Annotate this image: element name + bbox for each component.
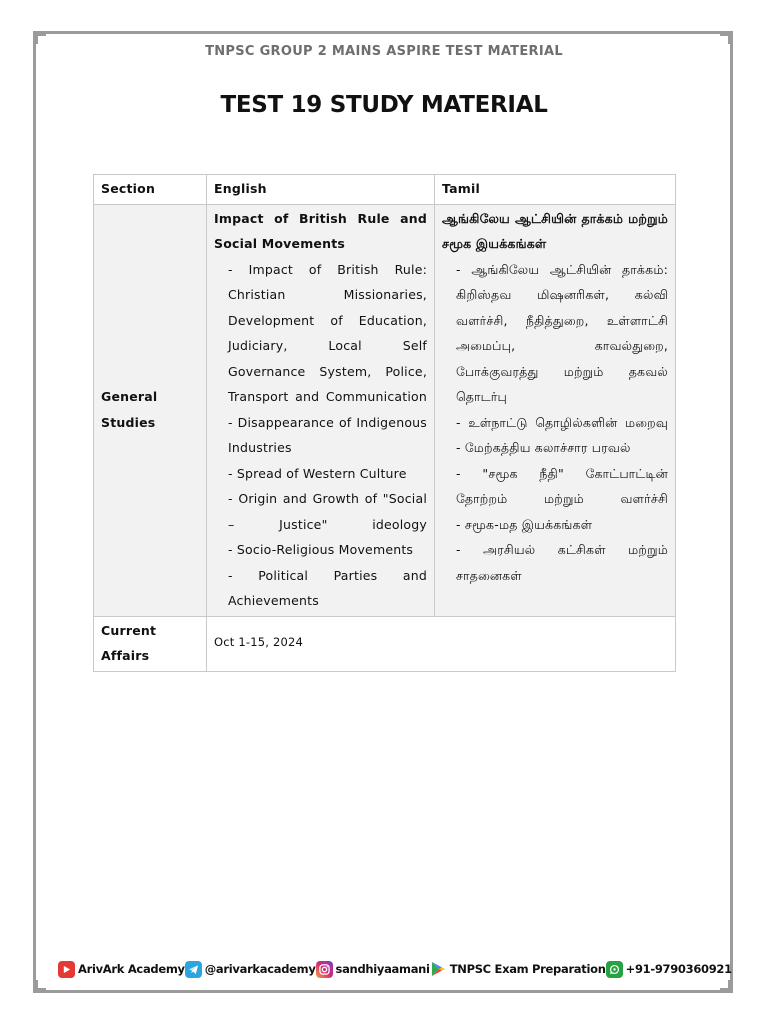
document-header: TNPSC GROUP 2 MAINS ASPIRE TEST MATERIAL: [205, 44, 563, 59]
study-table: [93, 174, 676, 672]
whatsapp-icon: [606, 961, 623, 978]
whatsapp-link[interactable]: [606, 961, 732, 978]
tamil-topic-item: - உள்நாட்டு தொழில்களின் மறைவு: [456, 414, 668, 430]
english-topic-item: - Spread of Western Culture: [228, 465, 407, 481]
social-footer: [58, 958, 732, 980]
telegram-link[interactable]: [185, 961, 316, 978]
section-general-studies: General Studies: [94, 204, 207, 616]
instagram-label: sandhiyaamani: [335, 962, 430, 976]
tamil-topics-cell: [435, 204, 676, 616]
tamil-topic-item: - சமூக-மத இயக்கங்கள்: [456, 516, 593, 532]
english-topic-item: - Impact of British Rule: Christian Missionaries, Development of Education, Judiciary, Local Self Governance System, Police, Transport and Communication: [228, 261, 427, 404]
tamil-topic-item: - "சமூக நீதி" கோட்பாட்டின் தோற்றம் மற்றும் வளர்ச்சி: [456, 465, 668, 506]
play-store-icon: [430, 961, 447, 978]
playstore-label: TNPSC Exam Preparation: [449, 962, 606, 976]
whatsapp-label: +91-9790360921: [625, 962, 732, 976]
corner-ornament: [720, 980, 730, 990]
english-topics-cell: [207, 204, 435, 616]
table-row: [94, 616, 676, 671]
table-header-row: [94, 175, 676, 205]
english-heading: Impact of British Rule and Social Movements: [214, 210, 427, 251]
english-topic-item: - Disappearance of Indigenous Industries: [228, 414, 427, 455]
corner-ornament: [36, 980, 46, 990]
tamil-topic-item: - மேற்கத்திய கலாச்சார பரவல்: [456, 440, 631, 455]
tamil-topic-item: - அரசியல் கட்சிகள் மற்றும் சாதனைகள்: [456, 542, 668, 583]
telegram-icon: [185, 961, 202, 978]
english-topic-item: - Origin and Growth of "Social – Justice" ideology: [228, 491, 427, 532]
header-section: Section: [94, 175, 207, 205]
english-topic-item: - Political Parties and Achievements: [228, 567, 427, 608]
telegram-label: @arivarkacademy: [204, 962, 316, 976]
youtube-label: ArivArk Academy: [78, 962, 185, 976]
instagram-icon: [316, 961, 333, 978]
youtube-icon: [58, 961, 75, 978]
header-english: English: [207, 175, 435, 205]
corner-ornament: [36, 34, 46, 44]
page-title: TEST 19 STUDY MATERIAL: [220, 92, 548, 118]
youtube-link[interactable]: [58, 961, 185, 978]
tamil-topic-item: - ஆங்கிலேய ஆட்சியின் தாக்கம்: கிறிஸ்தவ மிஷனரிகள், கல்வி வளர்ச்சி, நீதித்துறை, உள்ளாட்சி அமைப்பு, காவல்துறை, போக்குவரத்து மற்றும் தகவல் தொடர்பு: [456, 261, 668, 404]
english-topic-item: - Socio-Religious Movements: [228, 542, 414, 557]
playstore-link[interactable]: [430, 961, 606, 978]
instagram-link[interactable]: [316, 961, 430, 978]
header-tamil: Tamil: [435, 175, 676, 205]
current-affairs-period: Oct 1-15, 2024: [207, 616, 676, 671]
table-row: [94, 204, 676, 616]
corner-ornament: [720, 34, 730, 44]
tamil-heading: ஆங்கிலேய ஆட்சியின் தாக்கம் மற்றும் சமூக இயக்கங்கள்: [442, 210, 668, 251]
section-current-affairs: Current Affairs: [94, 616, 207, 671]
